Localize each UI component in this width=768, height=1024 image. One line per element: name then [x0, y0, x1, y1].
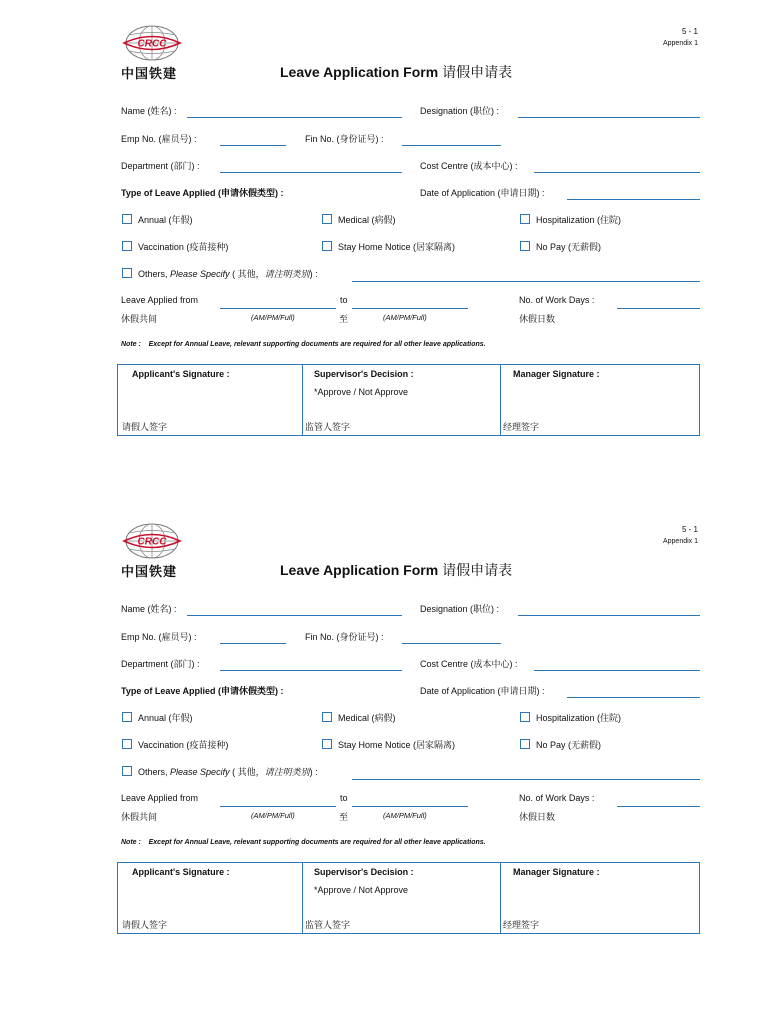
stay-home-label: Stay Home Notice (居家隔离)	[338, 740, 456, 750]
type-of-leave-label: Type of Leave Applied (申请休假类型) :	[121, 188, 284, 198]
supervisor-signature-zh: 监管人签字	[305, 422, 351, 432]
to-label: to	[340, 295, 348, 305]
medical-checkbox[interactable]	[322, 712, 332, 722]
hospitalization-label: Hospitalization (住院)	[536, 215, 622, 225]
others-zh-italic: 请注明类别	[264, 767, 310, 777]
name-field[interactable]	[187, 117, 402, 118]
cost-centre-label: Cost Centre (成本中心) :	[420, 161, 518, 171]
note	[121, 839, 486, 846]
leave-application-form	[0, 0, 768, 450]
form-title	[280, 560, 512, 580]
logo-text: 中国铁建	[121, 564, 178, 579]
fin-no-label: Fin No. (身份证号) :	[305, 134, 384, 144]
work-days-label: No. of Work Days :	[519, 295, 595, 305]
emp-no-label: Emp No. (雇员号) :	[121, 632, 197, 642]
emp-no-label: Emp No. (雇员号) :	[121, 134, 197, 144]
department-label: Department (部门) :	[121, 161, 200, 171]
no-pay-checkbox[interactable]	[520, 739, 530, 749]
designation-field[interactable]	[518, 117, 700, 118]
date-of-application-label: Date of Application (申请日期) :	[420, 686, 545, 696]
approve-not-approve[interactable]: *Approve / Not Approve	[314, 885, 409, 895]
designation-field[interactable]	[518, 615, 700, 616]
emp-no-field[interactable]	[220, 643, 286, 644]
leave-applied-from-label: Leave Applied from	[121, 295, 199, 305]
supervisor-signature-zh: 监管人签字	[305, 920, 351, 930]
signature-divider	[302, 365, 303, 435]
vaccination-label: Vaccination (疫苗接种)	[138, 242, 229, 252]
appendix-label: Appendix 1	[662, 40, 698, 47]
no-pay-checkbox[interactable]	[520, 241, 530, 251]
manager-signature-label: Manager Signature :	[513, 867, 600, 877]
signature-divider	[500, 863, 501, 933]
vaccination-label: Vaccination (疫苗接种)	[138, 740, 229, 750]
leave-applied-from-label: Leave Applied from	[121, 793, 199, 803]
form-title-zh: 请假申请表	[442, 562, 513, 578]
others-zh-italic: 请注明类别	[264, 269, 310, 279]
ampm-to-label: (AM/PM/Full)	[383, 313, 427, 322]
page-number: 5 - 1	[681, 27, 698, 36]
leave-applied-from-zh: 休假共间	[121, 314, 158, 324]
ampm-from-label: (AM/PM/Full)	[251, 313, 295, 322]
medical-label: Medical (病假)	[338, 713, 396, 723]
crcc-globe-icon	[120, 24, 186, 62]
annual-checkbox[interactable]	[122, 214, 132, 224]
medical-label: Medical (病假)	[338, 215, 396, 225]
others-prefix: Others,	[138, 269, 168, 279]
form-title-en: Leave Application Form	[280, 64, 439, 80]
signature-table	[117, 862, 700, 934]
others-zh: ( 其他，	[232, 767, 265, 777]
applicant-signature-zh: 请假人签字	[122, 920, 168, 930]
note-text: Except for Annual Leave, relevant supporting documents are required for all other leave applications.	[148, 839, 486, 846]
crcc-logo	[120, 522, 186, 560]
note-text: Except for Annual Leave, relevant supporting documents are required for all other leave applications.	[148, 341, 486, 348]
crcc-globe-icon	[120, 522, 186, 560]
stay-home-label: Stay Home Notice (居家隔离)	[338, 242, 456, 252]
name-label: Name (姓名) :	[121, 106, 177, 116]
form-title-zh: 请假申请表	[442, 64, 513, 80]
logo-mark-text: CRCC	[137, 38, 167, 50]
supervisor-decision-label: Supervisor's Decision :	[314, 369, 414, 379]
form-title	[280, 62, 512, 82]
ampm-to-label: (AM/PM/Full)	[383, 811, 427, 820]
leave-to-field[interactable]	[352, 308, 468, 309]
cost-centre-field[interactable]	[534, 670, 700, 671]
ampm-from-label: (AM/PM/Full)	[251, 811, 295, 820]
others-zh: ( 其他，	[232, 269, 265, 279]
date-of-application-field[interactable]	[567, 697, 700, 698]
supervisor-decision-label: Supervisor's Decision :	[314, 867, 414, 877]
cost-centre-label: Cost Centre (成本中心) :	[420, 659, 518, 669]
hospitalization-checkbox[interactable]	[520, 712, 530, 722]
appendix-label: Appendix 1	[662, 538, 698, 545]
others-suffix: ) :	[309, 269, 318, 279]
logo-mark-text: CRCC	[137, 536, 167, 548]
others-suffix: ) :	[309, 767, 318, 777]
work-days-zh: 休假日数	[519, 314, 556, 324]
manager-signature-zh: 经理签字	[503, 920, 540, 930]
date-of-application-field[interactable]	[567, 199, 700, 200]
no-pay-label: No Pay (无薪假)	[536, 740, 602, 750]
department-field[interactable]	[220, 172, 402, 173]
others-checkbox[interactable]	[122, 766, 132, 776]
approve-not-approve[interactable]: *Approve / Not Approve	[314, 387, 409, 397]
name-field[interactable]	[187, 615, 402, 616]
annual-checkbox[interactable]	[122, 712, 132, 722]
others-label	[138, 267, 318, 280]
designation-label: Designation (职位) :	[420, 106, 500, 116]
fin-no-field[interactable]	[402, 145, 501, 146]
applicant-signature-label: Applicant's Signature :	[132, 369, 230, 379]
hospitalization-label: Hospitalization (住院)	[536, 713, 622, 723]
leave-applied-from-zh: 休假共间	[121, 812, 158, 822]
others-specify-field[interactable]	[352, 779, 700, 780]
department-field[interactable]	[220, 670, 402, 671]
others-specify: Please Specify	[170, 269, 230, 279]
leave-from-field[interactable]	[220, 806, 336, 807]
emp-no-field[interactable]	[220, 145, 286, 146]
crcc-logo	[120, 24, 186, 62]
work-days-label: No. of Work Days :	[519, 793, 595, 803]
others-specify-field[interactable]	[352, 281, 700, 282]
applicant-signature-zh: 请假人签字	[122, 422, 168, 432]
stay-home-checkbox[interactable]	[322, 739, 332, 749]
leave-from-field[interactable]	[220, 308, 336, 309]
name-label: Name (姓名) :	[121, 604, 177, 614]
leave-to-field[interactable]	[352, 806, 468, 807]
leave-application-form	[0, 498, 768, 948]
hospitalization-checkbox[interactable]	[520, 214, 530, 224]
stay-home-checkbox[interactable]	[322, 241, 332, 251]
annual-label: Annual (年假)	[138, 713, 193, 723]
signature-divider	[302, 863, 303, 933]
medical-checkbox[interactable]	[322, 214, 332, 224]
note-label: Note :	[121, 341, 141, 348]
vaccination-checkbox[interactable]	[122, 739, 132, 749]
vaccination-checkbox[interactable]	[122, 241, 132, 251]
manager-signature-label: Manager Signature :	[513, 369, 600, 379]
others-prefix: Others,	[138, 767, 168, 777]
to-label: to	[340, 793, 348, 803]
applicant-signature-label: Applicant's Signature :	[132, 867, 230, 877]
logo-text: 中国铁建	[121, 66, 178, 81]
fin-no-label: Fin No. (身份证号) :	[305, 632, 384, 642]
designation-label: Designation (职位) :	[420, 604, 500, 614]
work-days-field[interactable]	[617, 308, 700, 309]
form-title-en: Leave Application Form	[280, 562, 439, 578]
others-checkbox[interactable]	[122, 268, 132, 278]
note	[121, 341, 486, 348]
to-zh: 至	[339, 812, 349, 822]
signature-table	[117, 364, 700, 436]
page-number: 5 - 1	[681, 525, 698, 534]
cost-centre-field[interactable]	[534, 172, 700, 173]
manager-signature-zh: 经理签字	[503, 422, 540, 432]
work-days-zh: 休假日数	[519, 812, 556, 822]
others-specify: Please Specify	[170, 767, 230, 777]
to-zh: 至	[339, 314, 349, 324]
no-pay-label: No Pay (无薪假)	[536, 242, 602, 252]
signature-divider	[500, 365, 501, 435]
date-of-application-label: Date of Application (申请日期) :	[420, 188, 545, 198]
work-days-field[interactable]	[617, 806, 700, 807]
type-of-leave-label: Type of Leave Applied (申请休假类型) :	[121, 686, 284, 696]
department-label: Department (部门) :	[121, 659, 200, 669]
fin-no-field[interactable]	[402, 643, 501, 644]
annual-label: Annual (年假)	[138, 215, 193, 225]
others-label	[138, 765, 318, 778]
note-label: Note :	[121, 839, 141, 846]
